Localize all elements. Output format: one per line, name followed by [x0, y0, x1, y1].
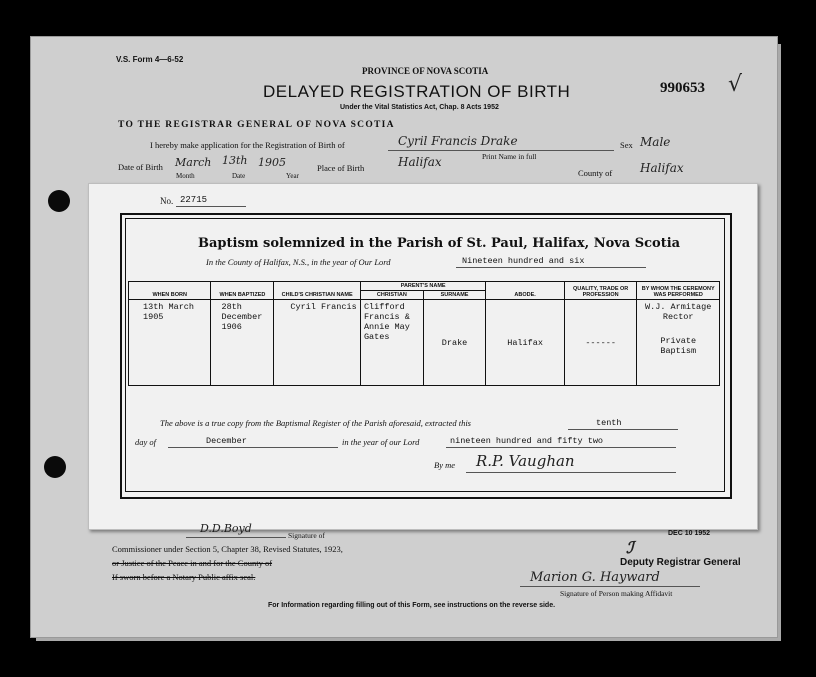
attest-year-line — [446, 447, 676, 448]
addressee: TO THE REGISTRAR GENERAL OF NOVA SCOTIA — [118, 120, 395, 130]
table-header-row — [129, 282, 720, 291]
cell-when-baptized: 28th December 1906 — [211, 300, 274, 386]
col-when-born: WHEN BORN — [129, 282, 211, 300]
year-label: Year — [286, 172, 299, 180]
dob-year: 1905 — [258, 156, 286, 169]
certificate-heading: Baptism solemnized in the Parish of St. Paul, Halifax, Nova Scotia — [198, 236, 681, 251]
col-parent-surname: SURNAME — [423, 291, 486, 300]
form-title: DELAYED REGISTRATION OF BIRTH — [263, 82, 571, 101]
deputy-registrar-label: Deputy Registrar General — [620, 557, 741, 568]
date-label: Date — [232, 172, 246, 180]
check-mark: √ — [728, 72, 743, 97]
signature-line — [466, 472, 676, 473]
cell-ceremony — [637, 300, 720, 386]
sex-value: Male — [640, 135, 671, 149]
commissioner-line1: Commissioner under Section 5, Chapter 38, Revised Statutes, 1923, — [112, 544, 343, 554]
commissioner-signature: D.D.Boyd — [200, 522, 252, 535]
commissioner-line3: If sworn before a Notary Public affix seal. — [112, 572, 256, 582]
form-subtitle: Under the Vital Statistics Act, Chap. 8 Acts 1952 — [340, 104, 499, 111]
print-name-label: Print Name in full — [482, 152, 537, 161]
cell-quality: ------ — [564, 300, 637, 386]
affiant-line — [520, 586, 700, 587]
received-stamp-date: DEC 10 1952 — [668, 530, 711, 537]
col-parent-christian: CHRISTIAN — [360, 291, 423, 300]
cell-surname: Drake — [423, 300, 486, 386]
col-when-baptized: WHEN BAPTIZED — [211, 282, 274, 300]
month-label: Month — [176, 172, 195, 180]
county-label: County of — [578, 168, 613, 178]
year-of-lord-label: in the year of our Lord — [342, 437, 420, 447]
certificate-county-line: In the County of Halifax, N.S., in the year of Our Lord — [206, 257, 391, 267]
year-line — [456, 267, 646, 268]
cell-abode: Halifax — [486, 300, 565, 386]
col-parents: PARENT'S NAME — [360, 282, 485, 291]
punch-hole-top — [48, 190, 70, 212]
dob-label: Date of Birth — [118, 162, 163, 172]
certificate-number: 22715 — [180, 195, 208, 205]
ceremony-by: W.J. Armitage Rector — [645, 302, 712, 322]
applicant-name: Cyril Francis Drake — [398, 134, 518, 148]
table-row — [129, 300, 720, 386]
punch-hole-bottom — [44, 456, 66, 478]
baptism-table — [128, 281, 720, 386]
certificate-number-line — [176, 206, 246, 207]
certificate-number-label: No. — [160, 196, 174, 206]
attest-year: nineteen hundred and fifty two — [450, 436, 604, 446]
by-me-label: By me — [434, 460, 456, 470]
certificate-year-text: Nineteen hundred and six — [462, 256, 585, 266]
place-label: Place of Birth — [317, 163, 365, 173]
col-christian-name: CHILD'S CHRISTIAN NAME — [274, 282, 361, 300]
attest-day: tenth — [596, 418, 622, 428]
cell-when-born: 13th March 1905 — [129, 300, 211, 386]
col-quality: QUALITY, TRADE OR PROFESSION — [564, 282, 637, 300]
cell-parents-christian: Clifford Francis & Annie May Gates — [360, 300, 423, 386]
province-label: PROVINCE OF NOVA SCOTIA — [362, 66, 489, 76]
dob-month: March — [175, 156, 212, 169]
attest-month-line — [168, 447, 338, 448]
registrar-signature: ℐ︎ — [626, 538, 634, 557]
col-abode: ABODE. — [486, 282, 565, 300]
county-value: Halifax — [640, 161, 684, 175]
day-of-label: day of — [135, 437, 157, 447]
application-text: I hereby make application for the Registration of Birth of — [150, 140, 345, 150]
signature-of-label: Signature of — [288, 531, 325, 540]
commissioner-line2: or Justice of the Peace in and for the County of — [112, 558, 273, 568]
cell-christian-name: Cyril Francis — [274, 300, 361, 386]
footer-note: For Information regarding filling out of this Form, see instructions on the reverse side. — [268, 602, 556, 609]
form-number: V.S. Form 4—6-52 — [116, 55, 184, 64]
certificate-signature: R.P. Vaughan — [476, 452, 575, 470]
registration-number: 990653 — [660, 80, 705, 96]
attest-month: December — [206, 436, 247, 446]
name-line — [388, 150, 614, 151]
dob-day: 13th — [222, 154, 248, 167]
place-value: Halifax — [398, 155, 442, 169]
commissioner-line — [186, 537, 286, 538]
affiant-label: Signature of Person making Affidavit — [560, 589, 673, 598]
affiant-signature: Marion G. Hayward — [530, 570, 660, 585]
ceremony-note: Private Baptism — [660, 336, 697, 356]
attest-text: The above is a true copy from the Baptismal Register of the Parish aforesaid, extracted this — [160, 418, 471, 428]
col-ceremony: BY WHOM THE CEREMONY WAS PERFORMED — [637, 282, 720, 300]
attest-day-line — [568, 429, 678, 430]
sex-label: Sex — [620, 140, 633, 150]
